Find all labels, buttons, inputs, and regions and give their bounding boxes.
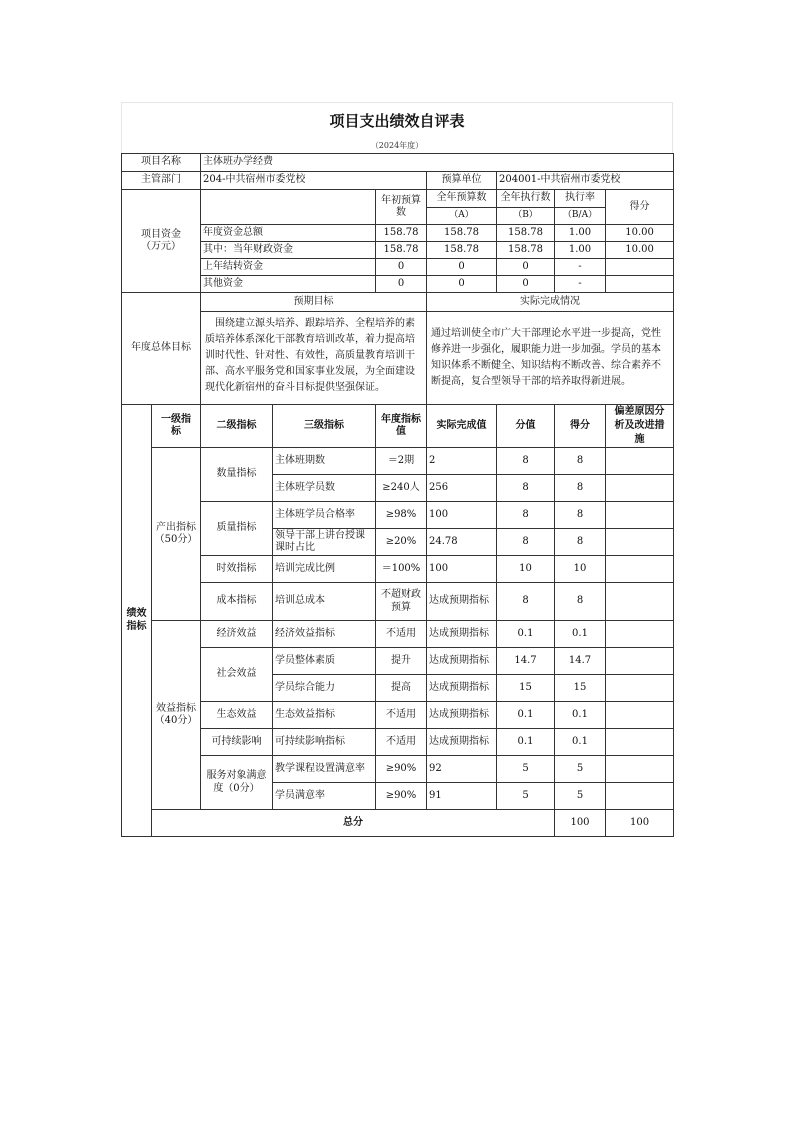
table-row: 社会效益 学员整体素质 提升 达成预期指标 14.7 14.7 [122, 648, 674, 675]
budget-unit-value: 204001-中共宿州市委党校 [497, 172, 674, 190]
economic-label: 经济效益 [201, 621, 273, 648]
goal-label: 年度总体目标 [122, 293, 201, 405]
actual-value-header: 实际完成值 [427, 405, 497, 448]
table-row: 服务对象满意 度（0分） 教学课程设置满意率 ≥90% 92 5 5 [122, 756, 674, 783]
ecological-label: 生态效益 [201, 702, 273, 729]
table-row: 学员综合能力 提高 达成预期指标 15 15 [122, 675, 674, 702]
quality-label: 质量指标 [201, 502, 273, 556]
table-row: 生态效益 生态效益指标 不适用 达成预期指标 0.1 0.1 [122, 702, 674, 729]
cost-label: 成本指标 [201, 583, 273, 621]
deviation-header: 偏差原因分 析及改进措 施 [606, 405, 674, 448]
level2-header: 二级指标 [201, 405, 273, 448]
annual-budget-code: （A） [427, 208, 497, 225]
goal-header-row [122, 293, 674, 312]
score-header: 得分 [606, 190, 674, 225]
table-row: 时效指标 培训完成比例 ＝100% 100 10 10 [122, 556, 674, 583]
funds-row: 年度资金总额 158.78 158.78 158.78 1.00 10.00 [122, 225, 674, 242]
funds-row: 上年结转资金 0 0 0 - [122, 259, 674, 276]
quantity-label: 数量指标 [201, 448, 273, 502]
table-row: 领导干部上讲台授课课时占比 ≥20% 24.78 8 8 [122, 529, 674, 556]
initial-budget-header: 年初预算数 [376, 190, 427, 225]
total-row [122, 810, 674, 837]
table-row: 产出指标 （50分） 数量指标 主体班期数 ＝2期 2 8 8 [122, 448, 674, 475]
expected-goal-text: 围绕建立源头培养、跟踪培养、全程培养的素质培养体系深化干部教育培训改革，着力提高培训时代性、针对性、有效性，高质量教育培训干部、高水平服务党和国家事业发展，为全面建设现代化新宿州的奋斗目标提供坚强保证。 [201, 312, 427, 405]
annual-exec-code: （B） [497, 208, 555, 225]
funds-row: 其中：当年财政资金 158.78 158.78 158.78 1.00 10.00 [122, 242, 674, 259]
exec-rate-code: （B/A） [555, 208, 606, 225]
annual-budget-header: 全年预算数 [427, 190, 497, 208]
got-header: 得分 [555, 405, 606, 448]
level1-header: 一级指 标 [152, 405, 201, 448]
actual-status-text: 通过培训使全市广大干部理论水平进一步提高，党性修养进一步强化，履职能力进一步加强。学员的基本知识体系不断健全、知识结构不断改善、综合素养不断提高，复合型领导干部的培养取得新进展。 [427, 312, 674, 405]
actual-status-header: 实际完成情况 [427, 293, 674, 312]
weight-header: 分值 [497, 405, 555, 448]
project-name-row [122, 154, 674, 172]
department-value: 204-中共宿州市委党校 [201, 172, 427, 190]
budget-unit-label: 预算单位 [427, 172, 497, 190]
table-row: 成本指标 培训总成本 不超财政 预算 达成预期指标 8 8 [122, 583, 674, 621]
output-group-label: 产出指标 （50分） [152, 448, 201, 621]
evaluation-table [121, 153, 674, 837]
indicator-header-row [122, 405, 674, 448]
funds-label: 项目资金 （万元） [122, 190, 201, 293]
sustainable-label: 可持续影响 [201, 729, 273, 756]
goal-content-row [122, 312, 674, 405]
page-title: 项目支出绩效自评表 [121, 102, 673, 139]
funds-row: 其他资金 0 0 0 - [122, 276, 674, 293]
total-score: 100 [606, 810, 674, 837]
project-name-label: 项目名称 [122, 154, 201, 172]
project-name-value: 主体班办学经费 [201, 154, 674, 172]
evaluation-sheet [121, 102, 673, 837]
table-row: 质量指标 主体班学员合格率 ≥98% 100 8 8 [122, 502, 674, 529]
table-row: 学员满意率 ≥90% 91 5 5 [122, 783, 674, 810]
expected-goal-header: 预期目标 [201, 293, 427, 312]
timeliness-label: 时效指标 [201, 556, 273, 583]
exec-rate-header: 执行率 [555, 190, 606, 208]
level3-header: 三级指标 [273, 405, 376, 448]
table-row: 主体班学员数 ≥240人 256 8 8 [122, 475, 674, 502]
benefit-group-label: 效益指标 （40分） [152, 621, 201, 810]
funds-header-row [122, 190, 674, 208]
social-label: 社会效益 [201, 648, 273, 702]
year-label: （2024年度） [121, 139, 673, 153]
satisfaction-label: 服务对象满意 度（0分） [201, 756, 273, 810]
table-row: 可持续影响 可持续影响指标 不适用 达成预期指标 0.1 0.1 [122, 729, 674, 756]
total-weight: 100 [555, 810, 606, 837]
table-row: 效益指标 （40分） 经济效益 经济效益指标 不适用 达成预期指标 0.1 0.1 [122, 621, 674, 648]
annual-exec-header: 全年执行数 [497, 190, 555, 208]
annual-target-header: 年度指标 值 [376, 405, 427, 448]
performance-label: 绩效 指标 [122, 405, 152, 837]
department-row [122, 172, 674, 190]
total-label: 总分 [152, 810, 555, 837]
department-label: 主管部门 [122, 172, 201, 190]
